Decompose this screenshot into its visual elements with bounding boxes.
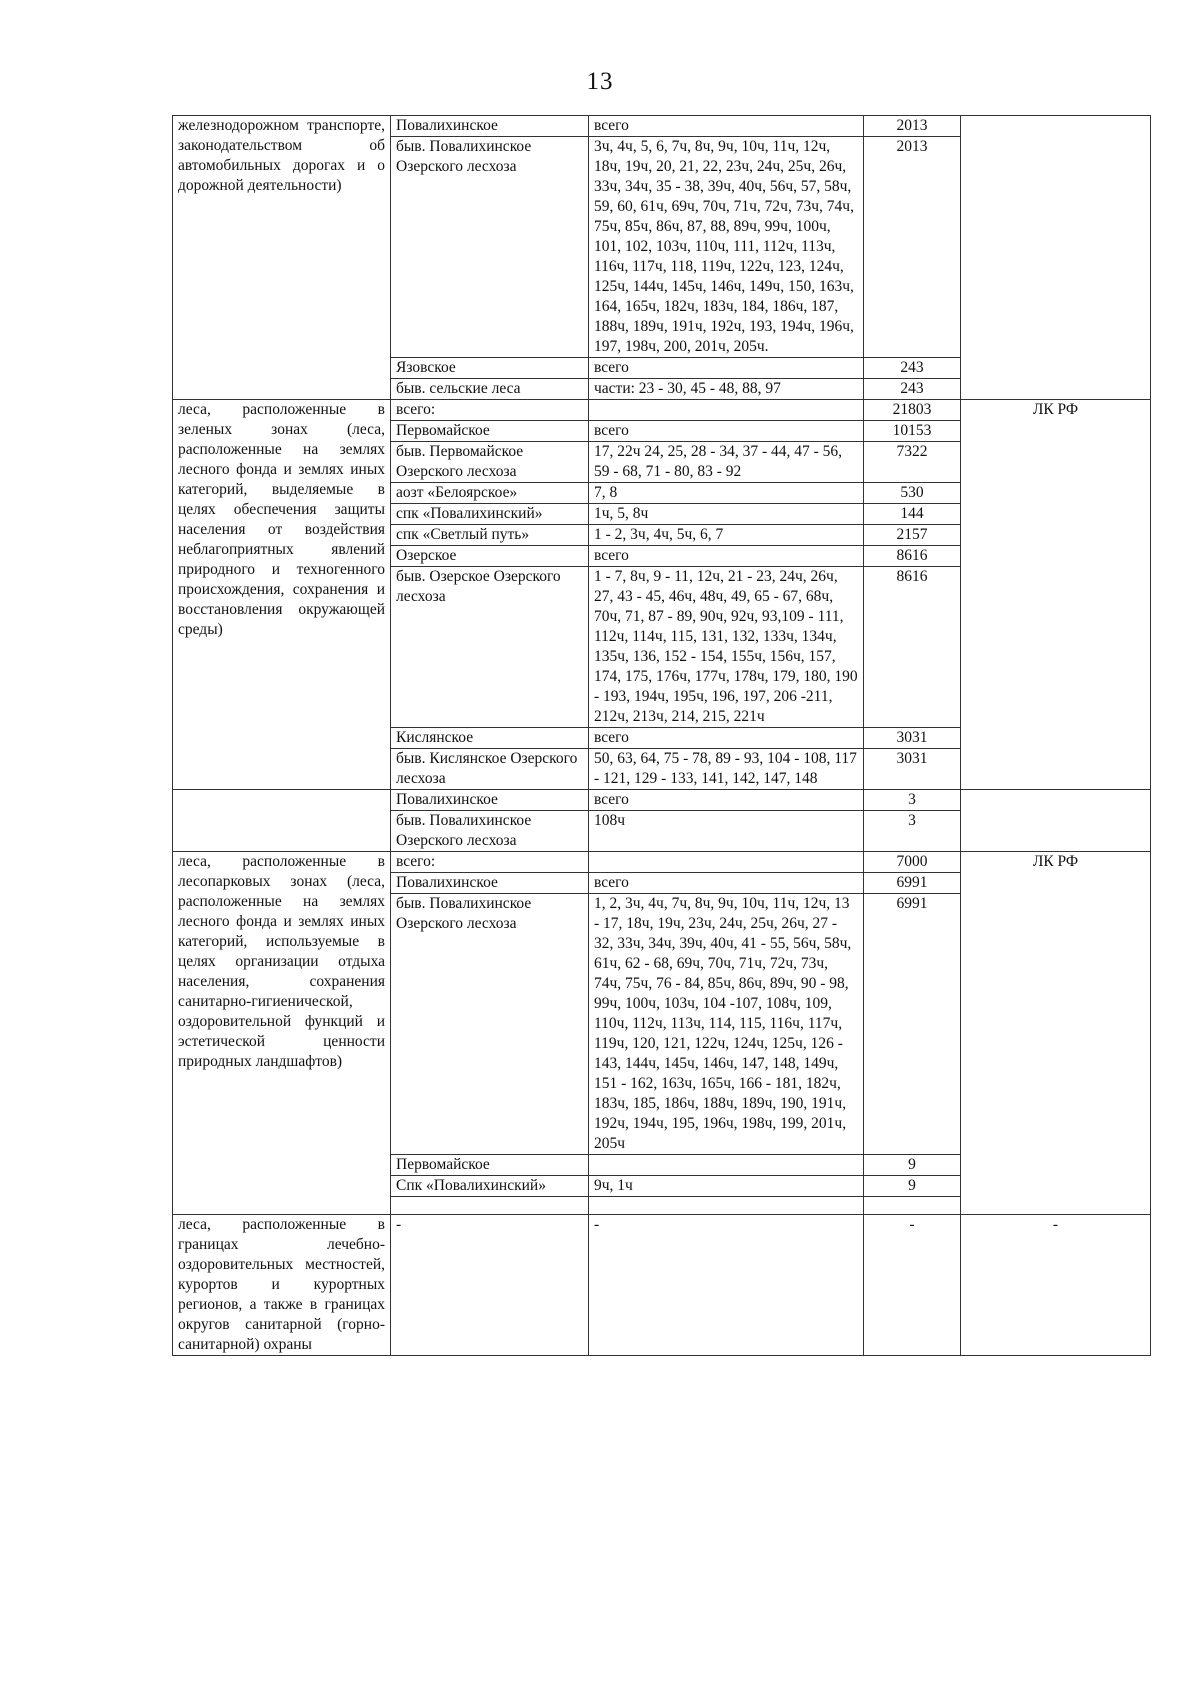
forestry-cell: Первомайское xyxy=(391,1155,589,1176)
quarters-cell: 108ч xyxy=(589,811,864,852)
quarters-cell: 1 - 7, 8ч, 9 - 11, 12ч, 21 - 23, 24ч, 26ч, 27, 43 - 45, 46ч, 48ч, 49, 65 - 67, 68ч, 70ч, 71, 87 - 89, 90ч, 92ч, 93,109 - 111, 112ч, 114ч, 115, 131, 132, 133ч, 134ч, 135ч, 136, 152 - 154, 155ч, 156ч, 157, 174, 175, 176ч, 177ч, 178ч, 179, 180, 190 - 193, 194ч, 195ч, 196, 197, 206 -211, 212ч, 213ч, 214, 215, 221ч xyxy=(589,567,864,728)
area-cell: 3031 xyxy=(864,728,961,749)
forestry-cell: аозт «Белоярское» xyxy=(391,483,589,504)
area-cell: 7000 xyxy=(864,852,961,873)
area-cell: 6991 xyxy=(864,873,961,894)
blank-cell xyxy=(391,1197,589,1215)
forestry-cell: быв. Озерское Озерского лесхоза xyxy=(391,567,589,728)
area-cell: 6991 xyxy=(864,894,961,1155)
forestry-cell: Повалихинское xyxy=(391,790,589,811)
forestry-cell: Повалихинское xyxy=(391,116,589,137)
forestry-cell: Озерское xyxy=(391,546,589,567)
basis-cell xyxy=(961,790,1151,852)
quarters-cell: 3ч, 4ч, 5, 6, 7ч, 8ч, 9ч, 10ч, 11ч, 12ч, 18ч, 19ч, 20, 21, 22, 23ч, 24ч, 25ч, 26ч, 33ч, 34ч, 35 - 38, 39ч, 40ч, 56ч, 57, 58ч, 59, 60, 61ч, 69ч, 70ч, 71ч, 72ч, 73ч, 74ч, 75ч, 85ч, 86ч, 87, 88, 89ч, 99ч, 100ч, 101, 102, 103ч, 110ч, 111, 112ч, 113ч, 116ч, 117ч, 118, 119ч, 122ч, 123, 124ч, 125ч, 144ч, 145ч, 146ч, 149ч, 150, 163ч, 164, 165ч, 182ч, 183ч, 184, 186ч, 187, 188ч, 189ч, 191ч, 192ч, 193, 194ч, 196ч, 197, 198ч, 200, 201ч, 205ч. xyxy=(589,137,864,358)
area-cell: 8616 xyxy=(864,546,961,567)
forestry-cell: Первомайское xyxy=(391,421,589,442)
quarters-cell xyxy=(589,400,864,421)
forestry-cell: быв. Кислянское Озерского лесхоза xyxy=(391,749,589,790)
area-cell: 2013 xyxy=(864,137,961,358)
category-cell: железнодорожном транспорте, законодательством об автомобильных дорогах и о дорожной деятельности) xyxy=(173,116,391,400)
quarters-cell: 7, 8 xyxy=(589,483,864,504)
area-cell: 3 xyxy=(864,811,961,852)
area-cell: 21803 xyxy=(864,400,961,421)
forestry-cell: Спк «Повалихинский» xyxy=(391,1176,589,1197)
basis-cell: ЛК РФ xyxy=(961,852,1151,1215)
quarters-cell xyxy=(589,1155,864,1176)
quarters-cell: 9ч, 1ч xyxy=(589,1176,864,1197)
category-cell xyxy=(173,790,391,852)
quarters-cell: 1ч, 5, 8ч xyxy=(589,504,864,525)
forestry-cell: быв. Повалихинское Озерского лесхоза xyxy=(391,811,589,852)
quarters-cell: всего xyxy=(589,116,864,137)
quarters-cell: 50, 63, 64, 75 - 78, 89 - 93, 104 - 108, 117 - 121, 129 - 133, 141, 142, 147, 148 xyxy=(589,749,864,790)
quarters-cell: 1, 2, 3ч, 4ч, 7ч, 8ч, 9ч, 10ч, 11ч, 12ч, 13 - 17, 18ч, 19ч, 23ч, 24ч, 25ч, 26ч, 27 - 32, 33ч, 34ч, 39ч, 40ч, 41 - 55, 56ч, 58ч, 61ч, 62 - 68, 69ч, 70ч, 71ч, 72ч, 73ч, 74ч, 75ч, 76 - 84, 85ч, 86ч, 89ч, 90 - 98, 99ч, 100ч, 103ч, 104 -107, 108ч, 109, 110ч, 112ч, 113ч, 114, 115, 116ч, 117ч, 119ч, 120, 121, 122ч, 124ч, 125ч, 126 - 143, 144ч, 145ч, 146ч, 147, 148, 149ч, 151 - 162, 163ч, 165ч, 166 - 181, 182ч, 183ч, 185, 186ч, 188ч, 189ч, 190, 191ч, 192ч, 194ч, 195, 196ч, 198ч, 199, 201ч, 205ч xyxy=(589,894,864,1155)
area-cell: 144 xyxy=(864,504,961,525)
forestry-cell: Кислянское xyxy=(391,728,589,749)
area-cell: 10153 xyxy=(864,421,961,442)
quarters-cell: - xyxy=(589,1215,864,1356)
forestry-cell: быв. сельские леса xyxy=(391,379,589,400)
area-cell: 243 xyxy=(864,379,961,400)
area-cell: 9 xyxy=(864,1155,961,1176)
basis-cell xyxy=(961,116,1151,400)
category-cell: леса, расположенные в лесопарковых зонах (леса, расположенные на землях лесного фонда и землях иных категорий, используемые в целях организации отдыха населения, сохранения санитарно-гигиенической, оздоровительной функций и эстетической ценности природных ландшафтов) xyxy=(173,852,391,1215)
quarters-cell: 1 - 2, 3ч, 4ч, 5ч, 6, 7 xyxy=(589,525,864,546)
forestry-cell: спк «Повалихинский» xyxy=(391,504,589,525)
quarters-cell xyxy=(589,852,864,873)
area-cell: 2157 xyxy=(864,525,961,546)
area-cell: 3 xyxy=(864,790,961,811)
forestry-cell: Повалихинское xyxy=(391,873,589,894)
quarters-cell: части: 23 - 30, 45 - 48, 88, 97 xyxy=(589,379,864,400)
forestry-cell: быв. Повалихинское Озерского лесхоза xyxy=(391,894,589,1155)
forestry-cell: - xyxy=(391,1215,589,1356)
category-cell: леса, расположенные в зеленых зонах (леса, расположенные на землях лесного фонда и землях иных категорий, выделяемые в целях обеспечения защиты населения от воздействия неблагоприятных явлений природного и техногенного происхождения, сохранения и восстановления окружающей среды) xyxy=(173,400,391,790)
area-cell: - xyxy=(864,1215,961,1356)
forestry-cell: быв. Первомайское Озерского лесхоза xyxy=(391,442,589,483)
category-cell: леса, расположенные в границах лечебно-оздоровительных местностей, курортов и курортных регионов, а также в границах округов санитарной (горно-санитарной) охраны xyxy=(173,1215,391,1356)
basis-cell: - xyxy=(961,1215,1151,1356)
forestry-cell: спк «Светлый путь» xyxy=(391,525,589,546)
quarters-cell: всего xyxy=(589,873,864,894)
quarters-cell: всего xyxy=(589,790,864,811)
area-cell: 8616 xyxy=(864,567,961,728)
blank-cell xyxy=(589,1197,864,1215)
area-cell: 2013 xyxy=(864,116,961,137)
quarters-cell: всего xyxy=(589,728,864,749)
forestry-cell: быв. Повалихинское Озерского лесхоза xyxy=(391,137,589,358)
basis-cell: ЛК РФ xyxy=(961,400,1151,790)
area-cell: 7322 xyxy=(864,442,961,483)
area-cell: 3031 xyxy=(864,749,961,790)
area-cell: 243 xyxy=(864,358,961,379)
forest-categories-table xyxy=(172,115,1151,1356)
forestry-cell: всего: xyxy=(391,852,589,873)
area-cell: 9 xyxy=(864,1176,961,1197)
page-number: 13 xyxy=(586,68,614,95)
area-cell: 530 xyxy=(864,483,961,504)
quarters-cell: всего xyxy=(589,421,864,442)
quarters-cell: 17, 22ч 24, 25, 28 - 34, 37 - 44, 47 - 56, 59 - 68, 71 - 80, 83 - 92 xyxy=(589,442,864,483)
quarters-cell: всего xyxy=(589,358,864,379)
forestry-cell: всего: xyxy=(391,400,589,421)
forestry-cell: Язовское xyxy=(391,358,589,379)
blank-cell xyxy=(864,1197,961,1215)
quarters-cell: всего xyxy=(589,546,864,567)
